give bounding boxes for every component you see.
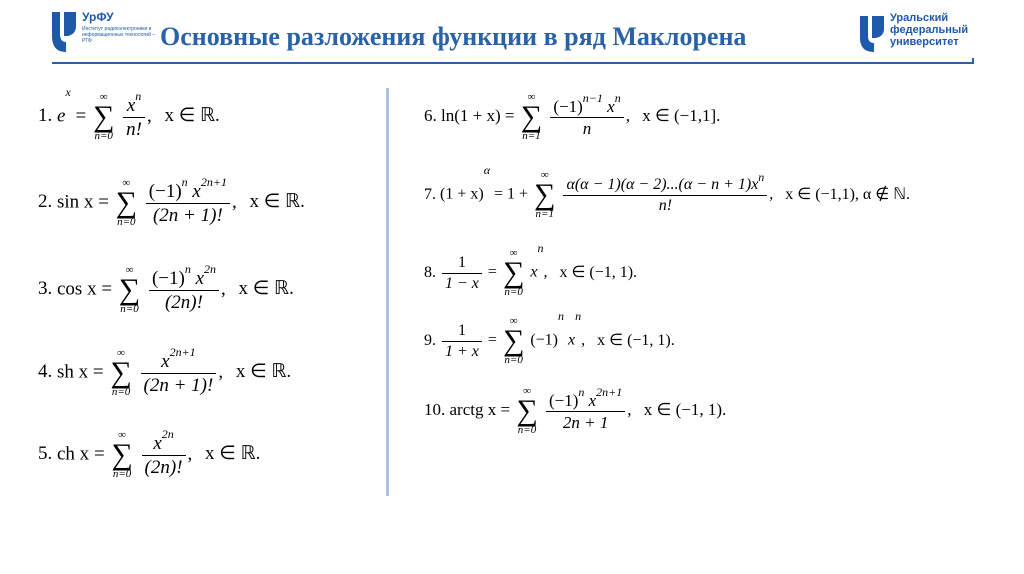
urfu-logo (52, 10, 156, 56)
sum-sign: ∞ ∑ n=0 (92, 91, 115, 142)
sum-upper: ∞ (125, 264, 134, 276)
slide-header (0, 0, 1024, 72)
fraction (142, 426, 186, 478)
sum-upper: ∞ (118, 429, 127, 441)
fraction (546, 384, 625, 432)
denominator: n! (658, 196, 673, 214)
sum-upper: ∞ (117, 347, 125, 359)
formula-index: 2. (38, 191, 53, 213)
condition: x ∈ (−1, 1). (643, 399, 727, 419)
numerator-var-sup: n (614, 90, 621, 105)
sum-lower: n=0 (517, 424, 537, 436)
series-term-sup: n (558, 309, 565, 323)
condition: x ∈ (−1, 1). (597, 331, 675, 349)
sum-upper: ∞ (540, 169, 549, 181)
formula-4: 4. sh x = ∞ ∑ n=0 $\frac{x^{2n+1}}{(2n + 1)!}$ , x ∈ ℝ. (38, 344, 292, 398)
condition: x ∈ ℝ. (235, 361, 292, 383)
sum-sign: ∞ ∑ n=0 (502, 247, 525, 298)
numerator-var-sup: 2n (204, 261, 216, 276)
formula-6: 6. ln(1 + x) = ∞ ∑ n=1 $\frac{(-1)^{n-1} x^n}{n}$ , x ∈ (−1,1]. (424, 90, 721, 142)
urfu-mark-icon (52, 12, 76, 52)
sum-sign: ∞ ∑ n=0 (516, 385, 538, 436)
formula-func: sin x (57, 191, 94, 213)
header-rule-end (972, 58, 974, 64)
numerator: (−1) (553, 96, 583, 116)
condition: x ∈ ℝ. (164, 105, 220, 127)
formula-8: 8. $\frac{1}{1 - x}$ = ∞ ∑ n=0 $x^n$, x ∈ (−1, 1). (424, 241, 638, 298)
numerator: x (153, 432, 162, 454)
fraction (149, 261, 219, 313)
numerator-sup: 2n (161, 426, 174, 441)
numerator-sup: n (758, 169, 765, 184)
sum-lower: n=0 (120, 303, 139, 315)
numerator: (−1) (148, 180, 182, 202)
denominator: (2n + 1)! (143, 374, 214, 396)
numerator-sup: n−1 (582, 90, 603, 105)
fraction (123, 88, 145, 140)
sum-sign: ∞ ∑ n=0 (502, 315, 525, 366)
numerator-var-sup: 2n+1 (596, 384, 623, 399)
numerator-var-sup: 2n+1 (200, 174, 227, 189)
university-logo (860, 12, 980, 56)
sum-sign: ∞ ∑ n=0 (118, 264, 141, 315)
formula-2: 2. sin x = ∞ ∑ n=0 $\frac{(-1)^n x^{2n+1}}{(2n + 1)!}$ , x ∈ ℝ. (38, 174, 305, 228)
formula-func: ch x (57, 443, 90, 465)
numerator: x (161, 350, 170, 372)
sum-upper: ∞ (523, 385, 531, 397)
formula-10: 10. arctg x = ∞ ∑ n=0 $\frac{(-1)^n x^{2n+1}}{2n + 1}$ , x ∈ (−1, 1). (424, 384, 727, 436)
lhs-denominator: 1 + x (445, 342, 479, 360)
fraction (563, 169, 767, 214)
page-title: Основные разложения функции в ряд Маклорена (160, 22, 747, 51)
numerator-var: x (195, 267, 204, 289)
formula-lhs-tail: = 1 + (494, 185, 529, 203)
sum-lower: n=1 (522, 130, 541, 142)
formula-index: 9. (424, 331, 436, 349)
formula-index: 7. (424, 185, 436, 203)
lhs-fraction (442, 323, 482, 360)
condition: x ∈ (−1,1), α ∉ ℕ. (785, 185, 911, 203)
formula-lhs: (1 + x) (440, 185, 484, 203)
formula-lhs-sup: α (483, 163, 490, 177)
numerator: (−1) (151, 267, 185, 289)
formula-lhs: ln(1 + x) = (441, 105, 515, 125)
numerator: (−1) (548, 390, 579, 410)
sum-upper: ∞ (99, 91, 108, 103)
lhs-numerator: 1 (442, 255, 482, 274)
condition: x ∈ ℝ. (205, 443, 261, 465)
sum-lower: n=0 (504, 286, 523, 298)
condition: x ∈ (−1, 1). (559, 263, 638, 281)
numerator-sup: n (184, 261, 191, 276)
formula-lhs: arctg x = (449, 399, 511, 419)
condition: x ∈ (−1,1]. (642, 105, 721, 125)
numerator-var: x (588, 390, 597, 410)
fraction (141, 344, 217, 396)
numerator-sup: 2n+1 (169, 344, 196, 359)
sum-sign: ∞ ∑ n=0 (115, 177, 138, 228)
formula-func: sh x (57, 361, 89, 383)
sum-upper: ∞ (509, 315, 518, 327)
denominator: (2n)! (164, 291, 203, 313)
sum-lower: n=0 (504, 354, 523, 366)
sum-upper: ∞ (509, 247, 518, 259)
denominator: (2n + 1)! (152, 204, 223, 226)
denominator: n (582, 118, 592, 138)
formula-7: 7. $(1 + x)^\alpha = 1$ + ∞ ∑ n=1 $\frac{\alpha(\alpha - 1)(\alpha - 2)...(\alpha - n + 1)x^n}{n!}$ , x ∈ (−1,1), α ∉ ℕ. (424, 163, 911, 220)
numerator: x (126, 94, 136, 116)
numerator: α(α − 1)(α − 2)...(α − n + 1)x (566, 175, 759, 193)
lhs-fraction (442, 255, 482, 292)
logo-name: УрФУ (82, 10, 114, 24)
formula-index: 5. (38, 443, 53, 465)
sum-upper: ∞ (527, 91, 536, 103)
university-mark-icon (860, 16, 884, 52)
sum-lower: n=0 (112, 468, 132, 480)
formula-func: e (57, 105, 66, 127)
sum-lower: n=0 (117, 216, 136, 228)
university-name-line: федеральный (890, 24, 969, 36)
sum-sign: ∞ ∑ n=0 (111, 429, 133, 480)
university-name-line: университет (890, 36, 959, 48)
sum-sign: ∞ ∑ n=0 (110, 347, 132, 398)
fraction (146, 174, 230, 226)
formula-func-sup: x (65, 85, 71, 99)
header-rule (52, 62, 974, 64)
sum-lower: n=0 (94, 130, 113, 142)
sum-lower: n=0 (111, 386, 131, 398)
formula-index: 8. (424, 263, 436, 281)
formula-index: 3. (38, 278, 53, 300)
logo-subtitle: Институт радиоэлектроники и информационных технологий – РТФ (82, 26, 156, 44)
university-name (890, 12, 968, 48)
formula-3: 3. cos x = ∞ ∑ n=0 $\frac{(-1)^n x^{2n}}{(2n)!}$ , x ∈ ℝ. (38, 261, 294, 315)
sum-sign: ∞ ∑ n=1 (520, 91, 543, 142)
formula-func: cos x (57, 278, 97, 300)
formula-9: 9. $\frac{1}{1 + x}$ = ∞ ∑ n=0 $(-1)^n$ $x^n$, x ∈ (−1, 1). (424, 309, 675, 366)
series-term-sup: n (537, 241, 544, 255)
condition: x ∈ ℝ. (249, 191, 305, 213)
lhs-denominator: 1 − x (445, 274, 479, 292)
lhs-numerator: 1 (442, 323, 482, 342)
sum-sign: ∞ ∑ n=1 (534, 169, 556, 220)
numerator-sup: n (578, 384, 585, 399)
sum-lower: n=1 (535, 208, 554, 220)
formula-1: 1. $e^x$ = ∞ ∑ n=0 $\frac{x^n}{n!}$ , x ∈ ℝ. (38, 85, 220, 142)
denominator: 2n + 1 (562, 412, 609, 432)
series-term-var: x (568, 331, 576, 349)
numerator-sup: n (181, 174, 188, 189)
formula-5: 5. ch x = ∞ ∑ n=0 $\frac{x^{2n}}{(2n)!}$ , x ∈ ℝ. (38, 426, 261, 480)
series-term: x (530, 263, 538, 281)
university-name-line: Уральский (890, 12, 949, 24)
formula-index: 4. (38, 361, 53, 383)
series-term-var-sup: n (575, 309, 582, 323)
formula-index: 6. (424, 105, 437, 125)
formula-index: 10. (424, 399, 446, 419)
series-term: (−1) (530, 331, 559, 349)
fraction (550, 90, 623, 138)
numerator-sup: n (135, 88, 142, 103)
numerator-var: x (607, 96, 615, 116)
formula-index: 1. (38, 105, 53, 127)
condition: x ∈ ℝ. (238, 278, 294, 300)
numerator-var: x (192, 180, 201, 202)
denominator: n! (126, 118, 142, 140)
sum-upper: ∞ (122, 177, 131, 189)
column-divider (386, 88, 389, 496)
denominator: (2n)! (144, 456, 183, 478)
